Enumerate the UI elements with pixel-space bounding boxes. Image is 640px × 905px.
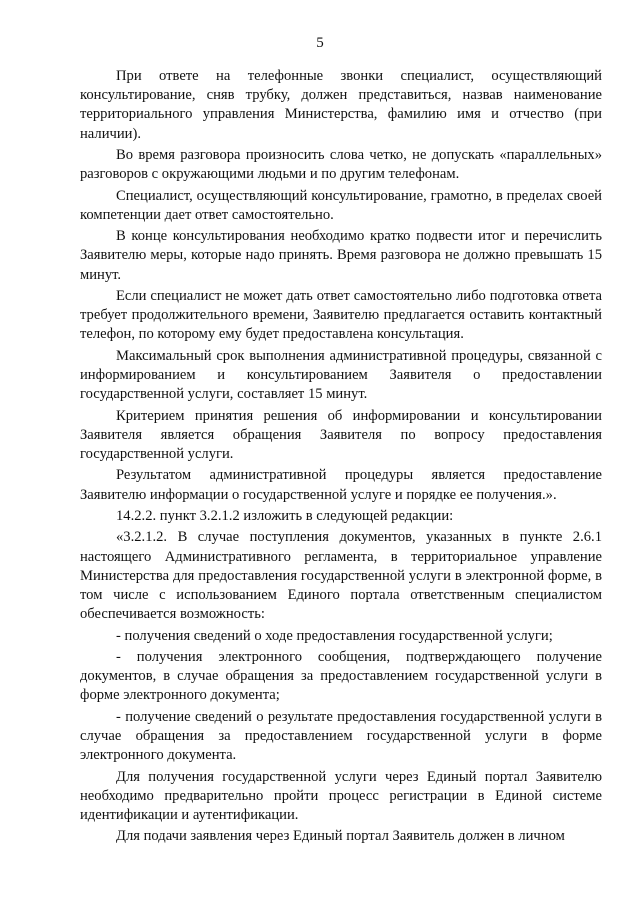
paragraph-procedure-result: Результатом административной процедуры является предоставление Заявителю информации о государственной услуге и порядке ее получения.». [80, 467, 602, 503]
document-body [80, 67, 602, 849]
paragraph-competence: Специалист, осуществляющий консультирование, грамотно, в пределах своей компетенции дает ответ самостоятельно. [80, 187, 602, 223]
paragraph-application-portal: Для подачи заявления через Единый портал Заявитель должен в личном [116, 828, 565, 845]
paragraph-decision-criterion: Критерием принятия решения об информировании и консультировании Заявителя является обращения Заявителя по вопросу предоставления государственной услуги. [80, 407, 602, 462]
paragraph-summary-time: В конце консультирования необходимо кратко подвести итог и перечислить Заявителю меры, которые надо принять. Время разговора не должно превышать 15 минут. [80, 228, 602, 283]
list-item-progress-info: - получения сведений о ходе предоставления государственной услуги; [116, 627, 553, 644]
paragraph-callback: Если специалист не может дать ответ самостоятельно либо подготовка ответа требует продолжительного времени, Заявителю предлагается оставить контактный телефон, по которому ему будет предоставлена консультация. [80, 287, 602, 343]
paragraph-registration: Для получения государственной услуги через Единый портал Заявителю необходимо предварительно пройти процесс регистрации в Единой системе идентификации и аутентификации. [80, 768, 602, 823]
paragraph-max-duration: Максимальный срок выполнения административной процедуры, связанной с информированием и консультированием Заявителя о предоставлении государственной услуги, составляет 15 минут. [80, 347, 602, 403]
paragraph-phone-greeting: При ответе на телефонные звонки специалист, осуществляющий консультирование, сняв трубку, должен представиться, назвав наименование территориального управления Министерства, фамилию имя и отчество (при наличии). [80, 68, 602, 142]
paragraph-amendment-clause: 14.2.2. пункт 3.2.1.2 изложить в следующей редакции: [116, 507, 454, 524]
list-item-receipt-confirmation: - получения электронного сообщения, подтверждающего получение документов, в случае обращения за предоставлением государственной услуги в форме электронного документа; [80, 648, 602, 704]
paragraph-electronic-submission: «3.2.1.2. В случае поступления документов, указанных в пункте 2.6.1 настоящего Административного регламента, в территориальное управление Министерства для предоставления государственной услуги в электронной форме, в том числе с использованием Единого портала ответственным специалистом обеспечивается возможность: [80, 529, 602, 623]
list-item-result-info: - получение сведений о результате предоставления государственной услуги в случае обращения за предоставлением государственной услуги в форме электронного документа. [80, 708, 602, 764]
page-number: 5 [316, 35, 324, 51]
paragraph-speak-clearly: Во время разговора произносить слова четко, не допускать «параллельных» разговоров с окружающими людьми и по другим телефонам. [80, 147, 602, 183]
